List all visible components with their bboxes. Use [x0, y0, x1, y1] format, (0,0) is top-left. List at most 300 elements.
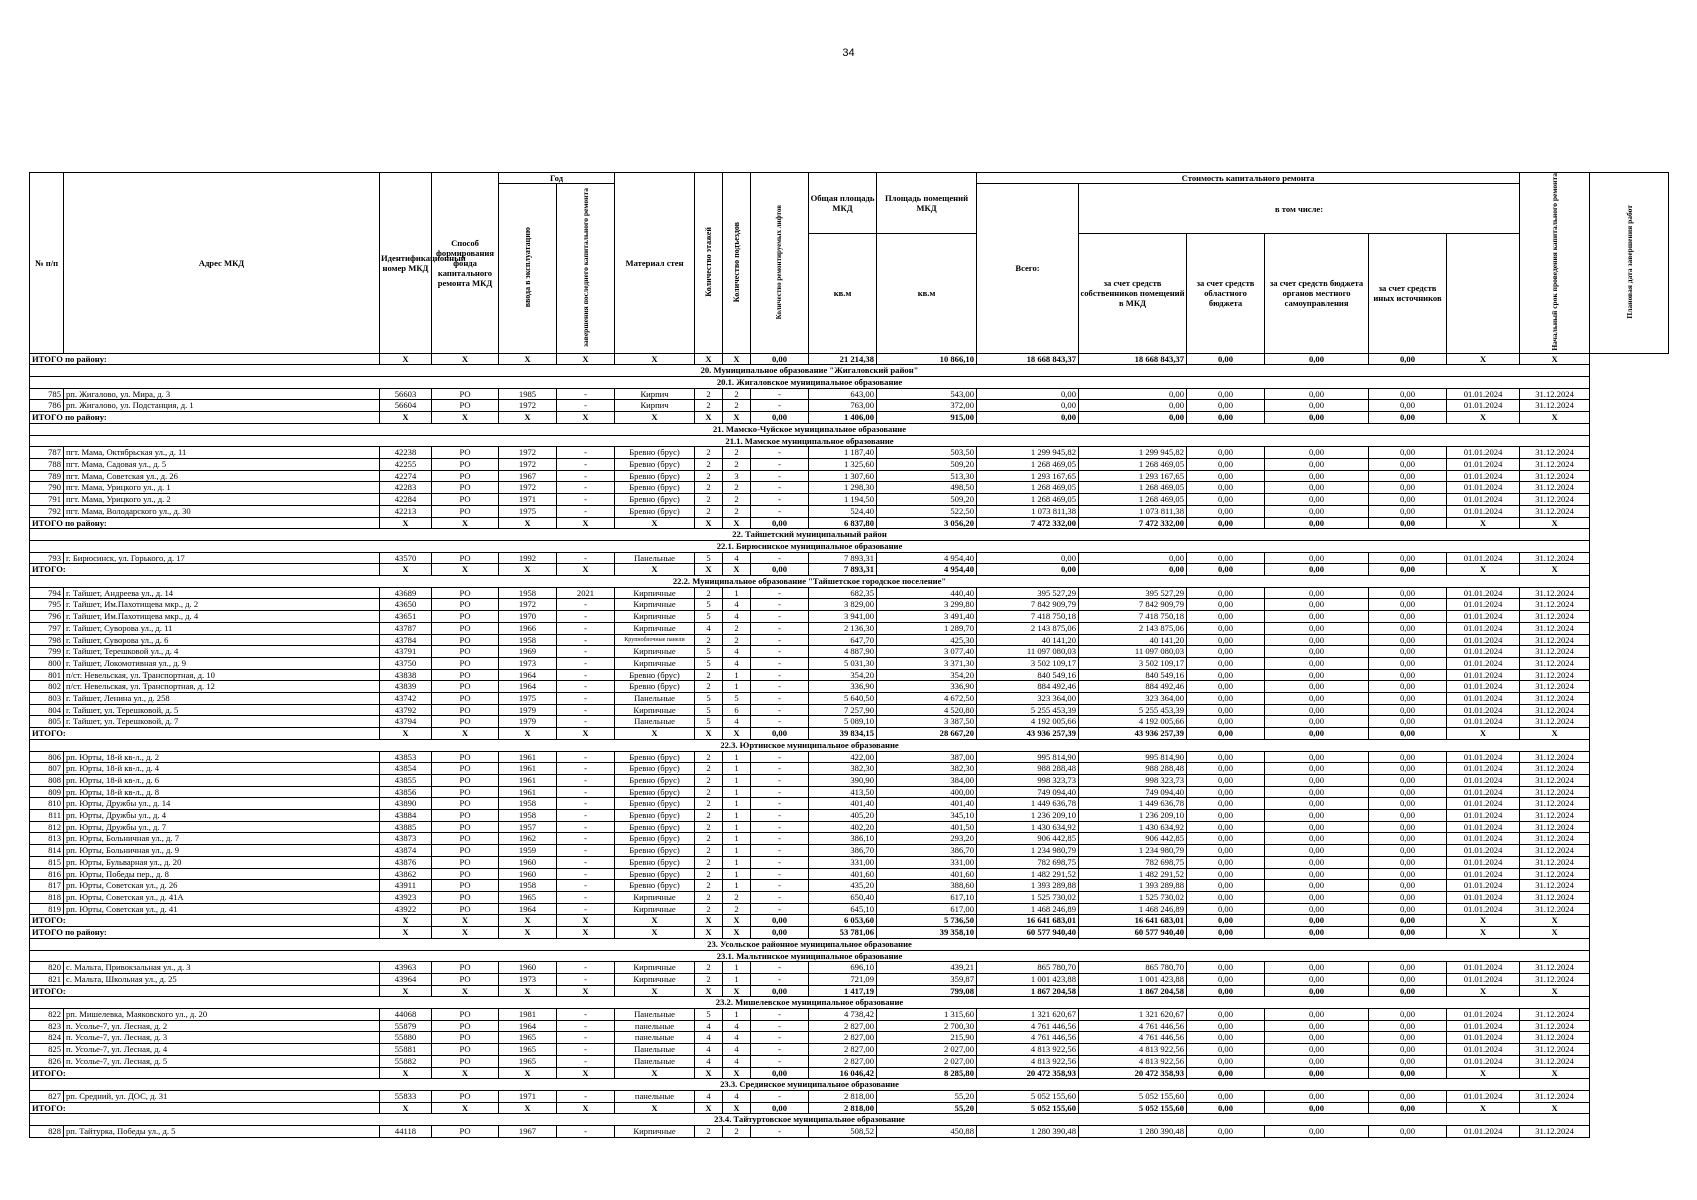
cell-col-10: 0,00	[751, 728, 809, 740]
cell-col-18: 01.01.2024	[1447, 845, 1520, 857]
cell-col-15: 0,00	[1187, 903, 1265, 915]
page-number: 34	[842, 47, 855, 59]
cell-col-3: 43873	[380, 833, 432, 845]
cell-col-14: 0,00	[1079, 564, 1187, 576]
cell-col-6: X	[557, 1067, 615, 1079]
cell-col-16: 0,00	[1265, 505, 1369, 517]
cell-col-15: 0,00	[1187, 915, 1265, 927]
cell-col-9: X	[723, 412, 751, 424]
cell-col-18: 01.01.2024	[1447, 552, 1520, 564]
cell-col-4: X	[432, 728, 499, 740]
cell-col-4: РО	[432, 400, 499, 412]
cell-col-3: 44068	[380, 1009, 432, 1021]
cell-col-6: -	[557, 856, 615, 868]
total-row	[30, 517, 1669, 529]
cell-col-7: X	[615, 1102, 695, 1114]
cell-col-16: 0,00	[1265, 622, 1369, 634]
cell-col-6: -	[557, 458, 615, 470]
total-row	[30, 1067, 1669, 1079]
cell-col-6: -	[557, 447, 615, 459]
cell-col-10: 0,00	[751, 1067, 809, 1079]
cell-col-11: 401,60	[809, 868, 877, 880]
total-row	[30, 353, 1669, 365]
cell-col-5: 1958	[499, 798, 557, 810]
cell-col-18: 01.01.2024	[1447, 482, 1520, 494]
table-row	[30, 868, 1669, 880]
section-row	[30, 529, 1669, 541]
cell-col-11: 422,00	[809, 751, 877, 763]
cell-col-15: 0,00	[1187, 564, 1265, 576]
cell-col-5: 1964	[499, 681, 557, 693]
row-number: 807	[30, 763, 64, 775]
total-label: ИТОГО:	[30, 1067, 380, 1079]
cell-col-17: 0,00	[1369, 798, 1447, 810]
cell-col-16: 0,00	[1265, 716, 1369, 728]
cell-col-17: 0,00	[1369, 774, 1447, 786]
cell-col-4: РО	[432, 868, 499, 880]
cell-col-5: 1965	[499, 1044, 557, 1056]
cell-col-10: 0,00	[751, 985, 809, 997]
cell-col-3: 55882	[380, 1055, 432, 1067]
cell-col-7: панельные	[615, 1020, 695, 1032]
table-row	[30, 587, 1669, 599]
cell-col-18: 01.01.2024	[1447, 447, 1520, 459]
cell-col-10: -	[751, 1044, 809, 1056]
cell-col-6: -	[557, 892, 615, 904]
unit-area-premises: кв.м	[877, 234, 977, 354]
cell-col-10: -	[751, 447, 809, 459]
cell-col-12: 345,10	[877, 810, 977, 822]
cell-col-18: 01.01.2024	[1447, 833, 1520, 845]
row-number: 815	[30, 856, 64, 868]
cell-col-16: 0,00	[1265, 587, 1369, 599]
cell-col-16: 0,00	[1265, 786, 1369, 798]
cell-col-3: 43784	[380, 634, 432, 646]
row-number: 825	[30, 1044, 64, 1056]
cell-col-7: Бревно (брус)	[615, 774, 695, 786]
cell-col-7: Бревно (брус)	[615, 505, 695, 517]
cell-col-8: 2	[695, 388, 723, 400]
cell-col-18: 01.01.2024	[1447, 751, 1520, 763]
cell-col-6: -	[557, 774, 615, 786]
cell-col-9: X	[723, 728, 751, 740]
cell-col-8: 2	[695, 810, 723, 822]
cell-col-14: 1 293 167,65	[1079, 470, 1187, 482]
cell-col-3: 43923	[380, 892, 432, 904]
table-row	[30, 447, 1669, 459]
cell-col-9: 1	[723, 1009, 751, 1021]
cell-col-18: 01.01.2024	[1447, 1126, 1520, 1138]
cell-col-19: 31.12.2024	[1520, 388, 1590, 400]
cell-col-14: 7 842 909,79	[1079, 599, 1187, 611]
cell-col-16: 0,00	[1265, 447, 1369, 459]
cell-col-18: 01.01.2024	[1447, 611, 1520, 623]
cell-col-4: X	[432, 412, 499, 424]
cell-col-7: панельные	[615, 1090, 695, 1102]
table-row	[30, 704, 1669, 716]
cell-col-12: 384,00	[877, 774, 977, 786]
cell-col-14: 0,00	[1079, 400, 1187, 412]
cell-col-14: 1 525 730,02	[1079, 892, 1187, 904]
cell-col-19: 31.12.2024	[1520, 716, 1590, 728]
cell-col-15: 0,00	[1187, 482, 1265, 494]
cell-col-9: 1	[723, 962, 751, 974]
cell-col-10: -	[751, 646, 809, 658]
cell-col-12: 617,10	[877, 892, 977, 904]
cell-col-17: 0,00	[1369, 763, 1447, 775]
row-address: рп. Жигалово, ул. Мира, д. 3	[64, 388, 380, 400]
cell-col-19: 31.12.2024	[1520, 868, 1590, 880]
cell-col-13: 0,00	[977, 388, 1079, 400]
cell-col-11: 336,90	[809, 681, 877, 693]
row-address: г. Тайшет, ул. Терешковой, д. 7	[64, 716, 380, 728]
cell-col-19: 31.12.2024	[1520, 646, 1590, 658]
cell-col-13: 395 527,29	[977, 587, 1079, 599]
cell-col-8: 4	[695, 1020, 723, 1032]
cell-col-19: 31.12.2024	[1520, 634, 1590, 646]
row-number: 790	[30, 482, 64, 494]
cell-col-18: 01.01.2024	[1447, 763, 1520, 775]
cell-col-4: РО	[432, 611, 499, 623]
row-address: рп. Юрты, 18-й кв-л., д. 8	[64, 786, 380, 798]
total-row	[30, 915, 1669, 927]
cell-col-14: 1 268 469,05	[1079, 494, 1187, 506]
row-address: г. Тайшет, ул. Терешковой, д. 5	[64, 704, 380, 716]
cell-col-18: 01.01.2024	[1447, 903, 1520, 915]
cell-col-18: 01.01.2024	[1447, 494, 1520, 506]
cell-col-6: -	[557, 973, 615, 985]
col-end-date	[1590, 173, 1669, 354]
cell-col-19: X	[1520, 728, 1590, 740]
cell-col-17: 0,00	[1369, 1126, 1447, 1138]
cell-col-9: 1	[723, 798, 751, 810]
cell-col-19: 31.12.2024	[1520, 1009, 1590, 1021]
cell-col-13: 1 299 945,82	[977, 447, 1079, 459]
cell-col-8: 5	[695, 657, 723, 669]
cell-col-12: 3 077,40	[877, 646, 977, 658]
cell-col-17: 0,00	[1369, 681, 1447, 693]
cell-col-17: 0,00	[1369, 517, 1447, 529]
cell-col-3: X	[380, 564, 432, 576]
cell-col-6: -	[557, 880, 615, 892]
cell-col-10: 0,00	[751, 915, 809, 927]
cell-col-15: 0,00	[1187, 1102, 1265, 1114]
cell-col-16: 0,00	[1265, 868, 1369, 880]
cell-col-7: Панельные	[615, 716, 695, 728]
cell-col-11: 3 941,00	[809, 611, 877, 623]
cell-col-15: 0,00	[1187, 1044, 1265, 1056]
section-title: 23.3. Срединское муниципальное образование	[30, 1079, 1590, 1091]
cell-col-3: 43884	[380, 810, 432, 822]
cell-col-10: -	[751, 786, 809, 798]
col-elevators-label: Количество ремонтируемых лифтов	[775, 204, 784, 320]
cell-col-19: 31.12.2024	[1520, 821, 1590, 833]
cell-col-3: 43750	[380, 657, 432, 669]
cell-col-7: Кирпич	[615, 400, 695, 412]
cell-col-12: 401,40	[877, 798, 977, 810]
row-number: 813	[30, 833, 64, 845]
cell-col-3: 43651	[380, 611, 432, 623]
cell-col-9: 5	[723, 693, 751, 705]
col-floors-label: Количество этажей	[704, 227, 714, 297]
row-address: рп. Юрты, Больничная ул., д. 7	[64, 833, 380, 845]
cell-col-12: 617,00	[877, 903, 977, 915]
cell-col-17: 0,00	[1369, 821, 1447, 833]
section-title: 23.1. Мальтинское муниципальное образование	[30, 950, 1590, 962]
cell-col-11: 650,40	[809, 892, 877, 904]
row-address: г. Тайшет, Терешковой ул., д. 4	[64, 646, 380, 658]
cell-col-6: X	[557, 353, 615, 365]
col-cost-regional: за счет средств областного бюджета	[1187, 234, 1265, 354]
cell-col-13: 1 525 730,02	[977, 892, 1079, 904]
cell-col-7: Бревно (брус)	[615, 494, 695, 506]
cell-col-15: 0,00	[1187, 1009, 1265, 1021]
section-title: 22.3. Юртинское муниципальное образование	[30, 739, 1590, 751]
cell-col-3: 55833	[380, 1090, 432, 1102]
cell-col-13: 0,00	[977, 400, 1079, 412]
cell-col-17: 0,00	[1369, 646, 1447, 658]
cell-col-15: 0,00	[1187, 892, 1265, 904]
col-start-date	[1520, 173, 1590, 354]
cell-col-15: 0,00	[1187, 716, 1265, 728]
cell-col-9: 4	[723, 1090, 751, 1102]
cell-col-8: 2	[695, 505, 723, 517]
cell-col-17: 0,00	[1369, 833, 1447, 845]
cell-col-5: X	[499, 1102, 557, 1114]
cell-col-11: 386,10	[809, 833, 877, 845]
total-row	[30, 564, 1669, 576]
cell-col-13: 1 268 469,05	[977, 458, 1079, 470]
row-number: 795	[30, 599, 64, 611]
cell-col-10: -	[751, 470, 809, 482]
cell-col-9: 2	[723, 447, 751, 459]
cell-col-16: 0,00	[1265, 611, 1369, 623]
row-number: 818	[30, 892, 64, 904]
cell-col-7: Крупноблочные панели	[615, 634, 695, 646]
cell-col-14: 4 761 446,56	[1079, 1020, 1187, 1032]
cell-col-6: -	[557, 821, 615, 833]
cell-col-17: 0,00	[1369, 845, 1447, 857]
cell-col-17: 0,00	[1369, 962, 1447, 974]
cell-col-14: 1 468 246,89	[1079, 903, 1187, 915]
cell-col-18: 01.01.2024	[1447, 1044, 1520, 1056]
cell-col-9: 1	[723, 681, 751, 693]
cell-col-6: -	[557, 903, 615, 915]
row-address: г. Бирюсинск, ул. Горького, д. 17	[64, 552, 380, 564]
cell-col-5: 1961	[499, 763, 557, 775]
cell-col-19: 31.12.2024	[1520, 892, 1590, 904]
cell-col-7: Бревно (брус)	[615, 880, 695, 892]
cell-col-6: -	[557, 693, 615, 705]
cell-col-13: 749 094,40	[977, 786, 1079, 798]
cell-col-18: X	[1447, 728, 1520, 740]
cell-col-18: 01.01.2024	[1447, 505, 1520, 517]
table-row	[30, 646, 1669, 658]
cell-col-17: 0,00	[1369, 704, 1447, 716]
cell-col-4: РО	[432, 786, 499, 798]
cell-col-18: 01.01.2024	[1447, 693, 1520, 705]
cell-col-7: Панельные	[615, 552, 695, 564]
cell-col-9: 2	[723, 505, 751, 517]
cell-col-8: 2	[695, 962, 723, 974]
section-row	[30, 423, 1669, 435]
cell-col-8: 5	[695, 704, 723, 716]
section-row	[30, 739, 1669, 751]
cell-col-7: Бревно (брус)	[615, 482, 695, 494]
cell-col-18: 01.01.2024	[1447, 1020, 1520, 1032]
cell-col-6: -	[557, 1090, 615, 1102]
cell-col-11: 354,20	[809, 669, 877, 681]
cell-col-8: 4	[695, 1044, 723, 1056]
cell-col-7: Панельные	[615, 693, 695, 705]
cell-col-13: 60 577 940,40	[977, 927, 1079, 939]
cell-col-11: 21 214,38	[809, 353, 877, 365]
cell-col-18: 01.01.2024	[1447, 1032, 1520, 1044]
cell-col-8: 4	[695, 1090, 723, 1102]
cell-col-16: 0,00	[1265, 657, 1369, 669]
cell-col-9: 6	[723, 704, 751, 716]
cell-col-14: 0,00	[1079, 388, 1187, 400]
cell-col-6: -	[557, 704, 615, 716]
cell-col-8: 2	[695, 494, 723, 506]
table-row	[30, 388, 1669, 400]
row-address: г. Тайшет, Андреева ул., д. 14	[64, 587, 380, 599]
cell-col-8: 2	[695, 798, 723, 810]
cell-col-7: Кирпичные	[615, 622, 695, 634]
table-row	[30, 458, 1669, 470]
cell-col-12: 387,00	[877, 751, 977, 763]
cell-col-19: 31.12.2024	[1520, 400, 1590, 412]
row-number: 792	[30, 505, 64, 517]
cell-col-8: X	[695, 564, 723, 576]
cell-col-15: 0,00	[1187, 1067, 1265, 1079]
cell-col-11: 1 325,60	[809, 458, 877, 470]
cell-col-5: 1961	[499, 786, 557, 798]
cell-col-14: 1 321 620,67	[1079, 1009, 1187, 1021]
cell-col-16: 0,00	[1265, 751, 1369, 763]
col-start-date-label: Начальный срок проведения капитального ремонта	[1550, 173, 1560, 351]
cell-col-17: 0,00	[1369, 1020, 1447, 1032]
cell-col-4: X	[432, 517, 499, 529]
cell-col-3: 43838	[380, 669, 432, 681]
cell-col-3: 43650	[380, 599, 432, 611]
table-row	[30, 751, 1669, 763]
row-number: 803	[30, 693, 64, 705]
cell-col-5: 1985	[499, 388, 557, 400]
cell-col-17: 0,00	[1369, 1055, 1447, 1067]
cell-col-18: 01.01.2024	[1447, 1090, 1520, 1102]
cell-col-9: 1	[723, 669, 751, 681]
cell-col-11: 1 406,00	[809, 412, 877, 424]
cell-col-7: Бревно (брус)	[615, 447, 695, 459]
cell-col-6: 2021	[557, 587, 615, 599]
row-address: пгт. Мама, Володарского ул., д. 30	[64, 505, 380, 517]
cell-col-19: 31.12.2024	[1520, 681, 1590, 693]
cell-col-15: 0,00	[1187, 693, 1265, 705]
cell-col-10: -	[751, 482, 809, 494]
cell-col-7: X	[615, 927, 695, 939]
cell-col-5: 1975	[499, 693, 557, 705]
cell-col-9: 1	[723, 845, 751, 857]
cell-col-3: 42238	[380, 447, 432, 459]
cell-col-15: 0,00	[1187, 388, 1265, 400]
cell-col-6: -	[557, 494, 615, 506]
cell-col-10: -	[751, 634, 809, 646]
cell-col-19: 31.12.2024	[1520, 774, 1590, 786]
cell-col-15: 0,00	[1187, 552, 1265, 564]
cell-col-12: 4 954,40	[877, 552, 977, 564]
cell-col-16: 0,00	[1265, 1009, 1369, 1021]
cell-col-17: 0,00	[1369, 693, 1447, 705]
cell-col-19: 31.12.2024	[1520, 622, 1590, 634]
cell-col-19: 31.12.2024	[1520, 786, 1590, 798]
table-row	[30, 821, 1669, 833]
cell-col-13: 5 052 155,60	[977, 1090, 1079, 1102]
cell-col-5: X	[499, 517, 557, 529]
cell-col-6: -	[557, 646, 615, 658]
cell-col-19: 31.12.2024	[1520, 482, 1590, 494]
cell-col-10: -	[751, 681, 809, 693]
cell-col-15: 0,00	[1187, 1055, 1265, 1067]
cell-col-13: 0,00	[977, 552, 1079, 564]
table-row	[30, 856, 1669, 868]
col-wall-material: Материал стен	[615, 173, 695, 354]
cell-col-7: Кирпич	[615, 388, 695, 400]
cell-col-12: 28 667,20	[877, 728, 977, 740]
cell-col-6: -	[557, 669, 615, 681]
row-address: пгт. Мама, Садовая ул., д. 5	[64, 458, 380, 470]
total-label: ИТОГО:	[30, 1102, 380, 1114]
cell-col-7: Бревно (брус)	[615, 798, 695, 810]
cell-col-6: -	[557, 1126, 615, 1138]
cell-col-3: 43855	[380, 774, 432, 786]
cell-col-16: 0,00	[1265, 985, 1369, 997]
cell-col-16: 0,00	[1265, 810, 1369, 822]
cell-col-14: 1 268 469,05	[1079, 482, 1187, 494]
cell-col-5: 1979	[499, 716, 557, 728]
cell-col-5: 1972	[499, 400, 557, 412]
cell-col-19: 31.12.2024	[1520, 1020, 1590, 1032]
cell-col-19: 31.12.2024	[1520, 470, 1590, 482]
cell-col-13: 3 502 109,17	[977, 657, 1079, 669]
cell-col-18: 01.01.2024	[1447, 622, 1520, 634]
cell-col-10: -	[751, 751, 809, 763]
cell-col-19: 31.12.2024	[1520, 973, 1590, 985]
cell-col-9: 2	[723, 494, 751, 506]
table-row	[30, 505, 1669, 517]
cell-col-11: 647,70	[809, 634, 877, 646]
cell-col-13: 1 001 423,88	[977, 973, 1079, 985]
cell-col-19: X	[1520, 517, 1590, 529]
cell-col-6: X	[557, 564, 615, 576]
cell-col-18: 01.01.2024	[1447, 798, 1520, 810]
cell-col-5: 1975	[499, 505, 557, 517]
cell-col-8: 2	[695, 681, 723, 693]
cell-col-8: 2	[695, 880, 723, 892]
cell-col-6: -	[557, 786, 615, 798]
cell-col-10: 0,00	[751, 517, 809, 529]
cell-col-13: 1 867 204,58	[977, 985, 1079, 997]
cell-col-12: 4 672,50	[877, 693, 977, 705]
cell-col-11: 2 827,00	[809, 1044, 877, 1056]
cell-col-16: 0,00	[1265, 1090, 1369, 1102]
table-row	[30, 1020, 1669, 1032]
row-address: рп. Тайтурка, Победы ул., д. 5	[64, 1126, 380, 1138]
cell-col-10: -	[751, 880, 809, 892]
row-number: 806	[30, 751, 64, 763]
cell-col-5: 1972	[499, 458, 557, 470]
cell-col-6: X	[557, 985, 615, 997]
